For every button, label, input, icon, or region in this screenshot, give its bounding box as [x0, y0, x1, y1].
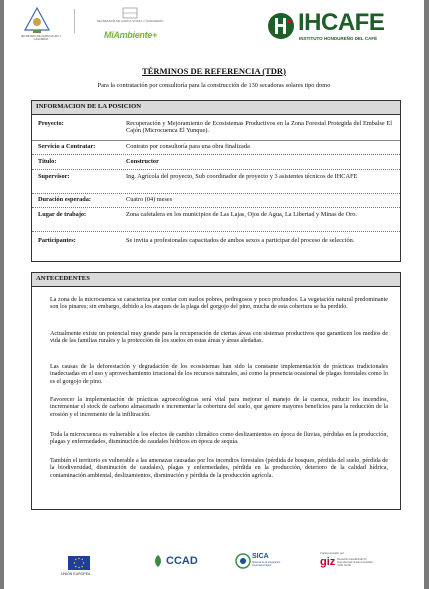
antecedentes-paragraph: Toda la microcuenca es vulnerable a los efectos de cambio climático como deslizamientos en época de lluvias, pérdidas en la producción, plagas y enfermedades, disminución de caudales hídricos en época de sequía. [50, 432, 388, 446]
ccad-logo: CCAD [166, 555, 198, 567]
document-page [4, 0, 424, 589]
sag-caption: SECRETARÍA DE AGRICULTURA Y GANADERÍA [96, 19, 164, 23]
position-info-heading: INFORMACION DE LA POSICION [32, 101, 400, 115]
row-value: Cuatro (04) meses [126, 196, 173, 203]
row-divider [32, 140, 400, 141]
sag-mark-icon [121, 6, 139, 20]
sica-caption: Sistema de la Integración Centroamericana [252, 561, 281, 567]
antecedentes-paragraph: Actualmente existe un potencial muy grande para la recuperación de ciertas áreas con sistemas productivos que garanticen los medios de vida de las familias rurales y la protección de los suelos en estas áreas y áreas aledañas. [50, 331, 388, 345]
row-divider [32, 193, 400, 194]
ihcafe-subtitle: INSTITUTO HONDUREÑO DEL CAFÉ [299, 36, 378, 41]
antecedentes-paragraph: Las causas de la deforestación y degradación de los ecosistemas han sido la constante implementación de prácticas tradicionales inadecuadas en el uso y aprovechamiento irracional de los recursos naturales, así como la presencia ocasional de plagas forestales como lo es el gorgojo de pino. [50, 364, 388, 385]
antecedentes-paragraph: También el territorio es vulnerable a las amenazas causadas por los incendios forestales (pérdida de bosques, pérdida del suelo, pérdida de la biodiversidad, disminución de caudales), plagas y enfermedades, pérdida en la producción, deterioro de la calidad hídrica, contaminación ambiental, deslizamientos, disminución y pérdida de la producción agrícola. [50, 458, 388, 479]
row-label: Titulo: [38, 158, 57, 165]
eu-caption: UNIÓN EUROPEA [61, 572, 91, 576]
header-divider [74, 9, 75, 33]
row-value: Recuperación y Mejoramiento de Ecosistemas Productivos en la Zona Forestal Protegida del Embalse El Cajón (Microcuenca El Yunque). [126, 120, 392, 135]
giz-logo: giz [320, 556, 336, 568]
row-divider [32, 207, 400, 208]
giz-caption: Deutsche Gesellschaft für Internationale Zusammenarbeit (GIZ) GmbH [337, 558, 373, 568]
antecedentes-heading: ANTECEDENTES [32, 273, 400, 287]
row-value: Ing. Agrícola del proyecto, Sub coordinador de proyecto y 3 asistentes técnicos de IHCAFE [126, 173, 358, 180]
document-title: TÉRMINOS DE REFERENCIA (TDR) [142, 66, 286, 76]
ccad-mark-icon [152, 554, 164, 568]
antecedentes-paragraph: Favorecer la implementación de prácticas agroecológicas será vital para mejorar el manejo de la cuenca, reducir los incendios, incrementar el stock de carbono almacenado e incrementar la cobertura del suelo, que genere mayores beneficios para la reducción de la erosión y el incremento de la infiltración. [50, 397, 388, 418]
row-label: Participantes: [38, 237, 76, 244]
sica-logo: SICA [252, 553, 269, 560]
row-divider [32, 231, 400, 232]
row-value: Contrato por consultoría para una obra finalizada [126, 143, 250, 150]
row-label: Supervisor: [38, 173, 70, 180]
row-label: Proyecto: [38, 120, 64, 127]
row-value: Constructor [126, 158, 159, 165]
document-subtitle: Para la contratación por consultoría para la construcción de 130 secadoras solares tipo domo [97, 82, 331, 89]
miambiente-logo: MiAmbiente+ [104, 30, 157, 40]
antecedentes-section [31, 272, 401, 510]
giz-implemented-by: Implementado por [320, 551, 345, 555]
left-logo-caption: SECRETARIA DE AGRICULTURA Y GANADERÍA [20, 35, 62, 41]
footer-logos [4, 550, 424, 589]
honduras-coat-of-arms-logo [22, 6, 52, 36]
row-value: Se invita a profesionales capacitados de ambos sexos a participar del proceso de selección. [126, 237, 355, 244]
row-label: Duración esperada: [38, 196, 91, 203]
sica-mark-icon [235, 553, 251, 569]
row-value: Zona cafetalera en los municipios de Las Lajas, Ojos de Agua, La Libertad y Minas de Oro. [126, 211, 357, 218]
row-label: Lugar de trabajo: [38, 211, 87, 218]
antecedentes-paragraph: La zona de la microcuenca se caracteriza por contar con suelos pobres, pedregosos y poco profundos. La vegetación natural predominante son los pinares; sin embargo, debido a los ataques de la plaga del gorgojo del pino, mucha de esta cobertura se ha perdido. [50, 297, 388, 311]
row-divider [32, 154, 400, 155]
sag-logo [90, 6, 170, 24]
row-divider [32, 169, 400, 170]
ihcafe-logo-text: IHCAFE [298, 9, 385, 36]
position-info-table [31, 100, 401, 262]
eu-flag-icon [68, 556, 90, 570]
row-label: Servicio a Contratar: [38, 143, 96, 150]
ihcafe-emblem-icon [266, 12, 296, 40]
